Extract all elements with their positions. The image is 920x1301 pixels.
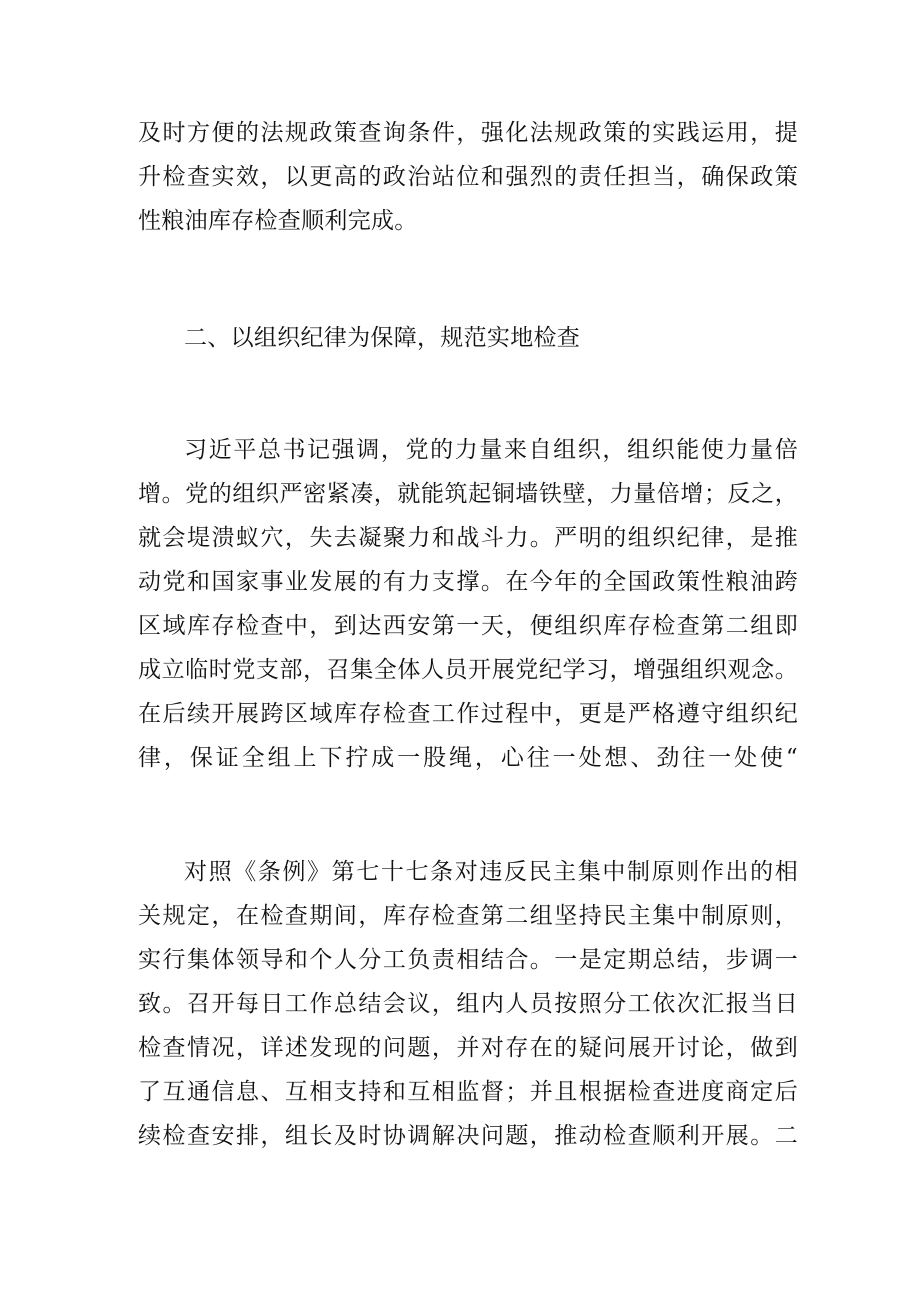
paragraph-3-line-2: 关规定，在检查期间，库存检查第二组坚持民主集中制原则， xyxy=(138,903,798,929)
section-heading: 二、以组织纪律为保障，规范实地检查 xyxy=(184,325,581,351)
paragraph-2-line-7: 在后续开展跨区域库存检查工作过程中，更是严格遵守组织纪 xyxy=(138,701,798,727)
paragraph-1-line-1: 及时方便的法规政策查询条件，强化法规政策的实践运用，提 xyxy=(138,120,798,146)
paragraph-2-line-4: 动党和国家事业发展的有力支撑。在今年的全国政策性粮油跨 xyxy=(138,569,798,595)
paragraph-2-line-5: 区域库存检查中，到达西安第一天，便组织库存检查第二组即 xyxy=(138,613,798,639)
paragraph-2-line-6: 成立临时党支部，召集全体人员开展党纪学习，增强组织观念。 xyxy=(138,657,798,683)
paragraph-1-line-2: 升检查实效，以更高的政治站位和强烈的责任担当，确保政策 xyxy=(138,164,798,190)
paragraph-3-line-6: 了互通信息、互相支持和互相监督；并且根据检查进度商定后 xyxy=(138,1079,798,1105)
paragraph-3-line-1: 对照《条例》第七十七条对违反民主集中制原则作出的相 xyxy=(184,859,798,885)
paragraph-3-line-5: 检查情况，详述发现的问题，并对存在的疑问展开讨论，做到 xyxy=(138,1035,798,1061)
paragraph-3-line-4: 致。召开每日工作总结会议，组内人员按照分工依次汇报当日 xyxy=(138,991,798,1017)
paragraph-2-line-2: 增。党的组织严密紧凑，就能筑起铜墙铁壁，力量倍增；反之， xyxy=(138,481,798,507)
paragraph-1-line-3: 性粮油库存检查顺利完成。 xyxy=(138,208,418,234)
paragraph-3-line-7: 续检查安排，组长及时协调解决问题，推动检查顺利开展。二 xyxy=(138,1123,798,1149)
paragraph-3-line-3: 实行集体领导和个人分工负责相结合。一是定期总结，步调一 xyxy=(138,947,798,973)
paragraph-2-line-3: 就会堤溃蚁穴，失去凝聚力和战斗力。严明的组织纪律，是推 xyxy=(138,525,798,551)
paragraph-2-line-1: 习近平总书记强调，党的力量来自组织，组织能使力量倍 xyxy=(184,437,798,463)
paragraph-2-line-8: 律，保证全组上下拧成一股绳，心往一处想、劲往一处使“ xyxy=(138,745,798,771)
